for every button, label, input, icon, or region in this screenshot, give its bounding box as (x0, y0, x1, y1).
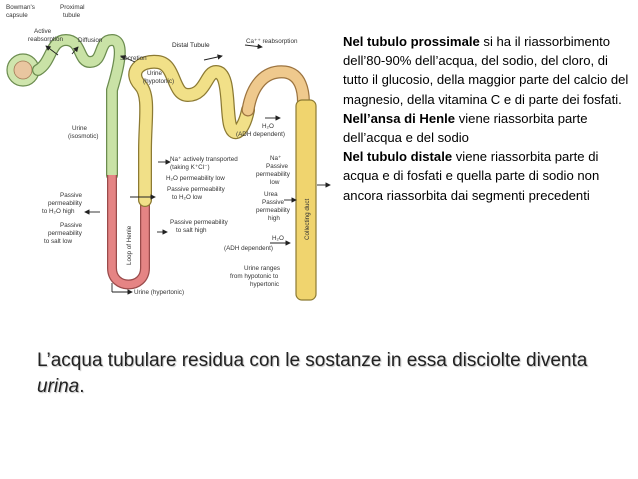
label-urine-hypotonic: Urine (hypotonic) (143, 70, 175, 85)
explanation-text (343, 32, 633, 205)
label-secretion: Secretion (120, 55, 147, 62)
label-passive-perm-salt-high: Passive permeability to salt high (170, 219, 228, 234)
label-passive-perm-left-h2o: Passive permeability to H₂O high (42, 192, 83, 215)
label-active-reabsorption: Active reabsorption (28, 28, 64, 43)
label-diffusion: Diffusion (78, 37, 103, 44)
label-passive-perm-left-salt: Passive permeability to salt low (44, 222, 83, 245)
label-h2o-adh-bottom: H₂O (ADH dependent) (224, 235, 284, 252)
nephron-diagram (0, 0, 335, 305)
label-na-passive-right: Na⁺ Passive permeability low (256, 155, 290, 186)
label-loop-of-henle: Loop of Henle (126, 225, 133, 265)
label-na-active: Na⁺ actively transported (taking K⁺Cl⁻) (170, 156, 238, 171)
label-urine-isosmotic: Urine (isosmotic) (68, 125, 99, 140)
conclusion-text: L’acqua tubulare residua con le sostanze in essa disciolte diventa urina. (37, 350, 588, 397)
proximal-paragraph: Nel tubulo prossimale si ha il riassorbimento dell’80-90% dell’acqua, del sodio, del cloro, di tutto il glucosio, della maggior parte del calcio del magnesio, della vitamina C e di parte dei fosfati. (343, 34, 629, 107)
henle-paragraph: Nell’ansa di Henle viene riassorbita parte dell’acqua e del sodio (343, 110, 588, 146)
label-proximal-tubule: Proximal tubule (60, 4, 85, 19)
label-h2o-adh-top: H₂O (ADH dependent) (236, 123, 286, 138)
label-h2o-perm-low: H₂O permeability low (166, 175, 225, 182)
distal-paragraph: Nel tubulo distale viene riassorbita parte di acqua e di fosfati e quella parte di sodio non ancora riassorbita dai segmenti precedenti (343, 149, 600, 203)
label-collecting-duct: Collecting duct (304, 198, 311, 240)
label-passive-perm-h2o-low: Passive permeability to H₂O low (167, 186, 225, 201)
label-urine-ranges: Urine ranges from hypotonic to hypertonic (230, 265, 281, 288)
label-ca-reabsorption: Ca⁺⁺ reabsorption (246, 38, 298, 45)
label-urine-hypertonic: Urine (hypertonic) (134, 289, 185, 296)
label-distal-tubule: Distal Tubule (172, 42, 210, 49)
label-bowmans-capsule: Bowman's capsule (6, 4, 35, 19)
label-urea-passive: Urea Passive permeability high (256, 191, 290, 222)
